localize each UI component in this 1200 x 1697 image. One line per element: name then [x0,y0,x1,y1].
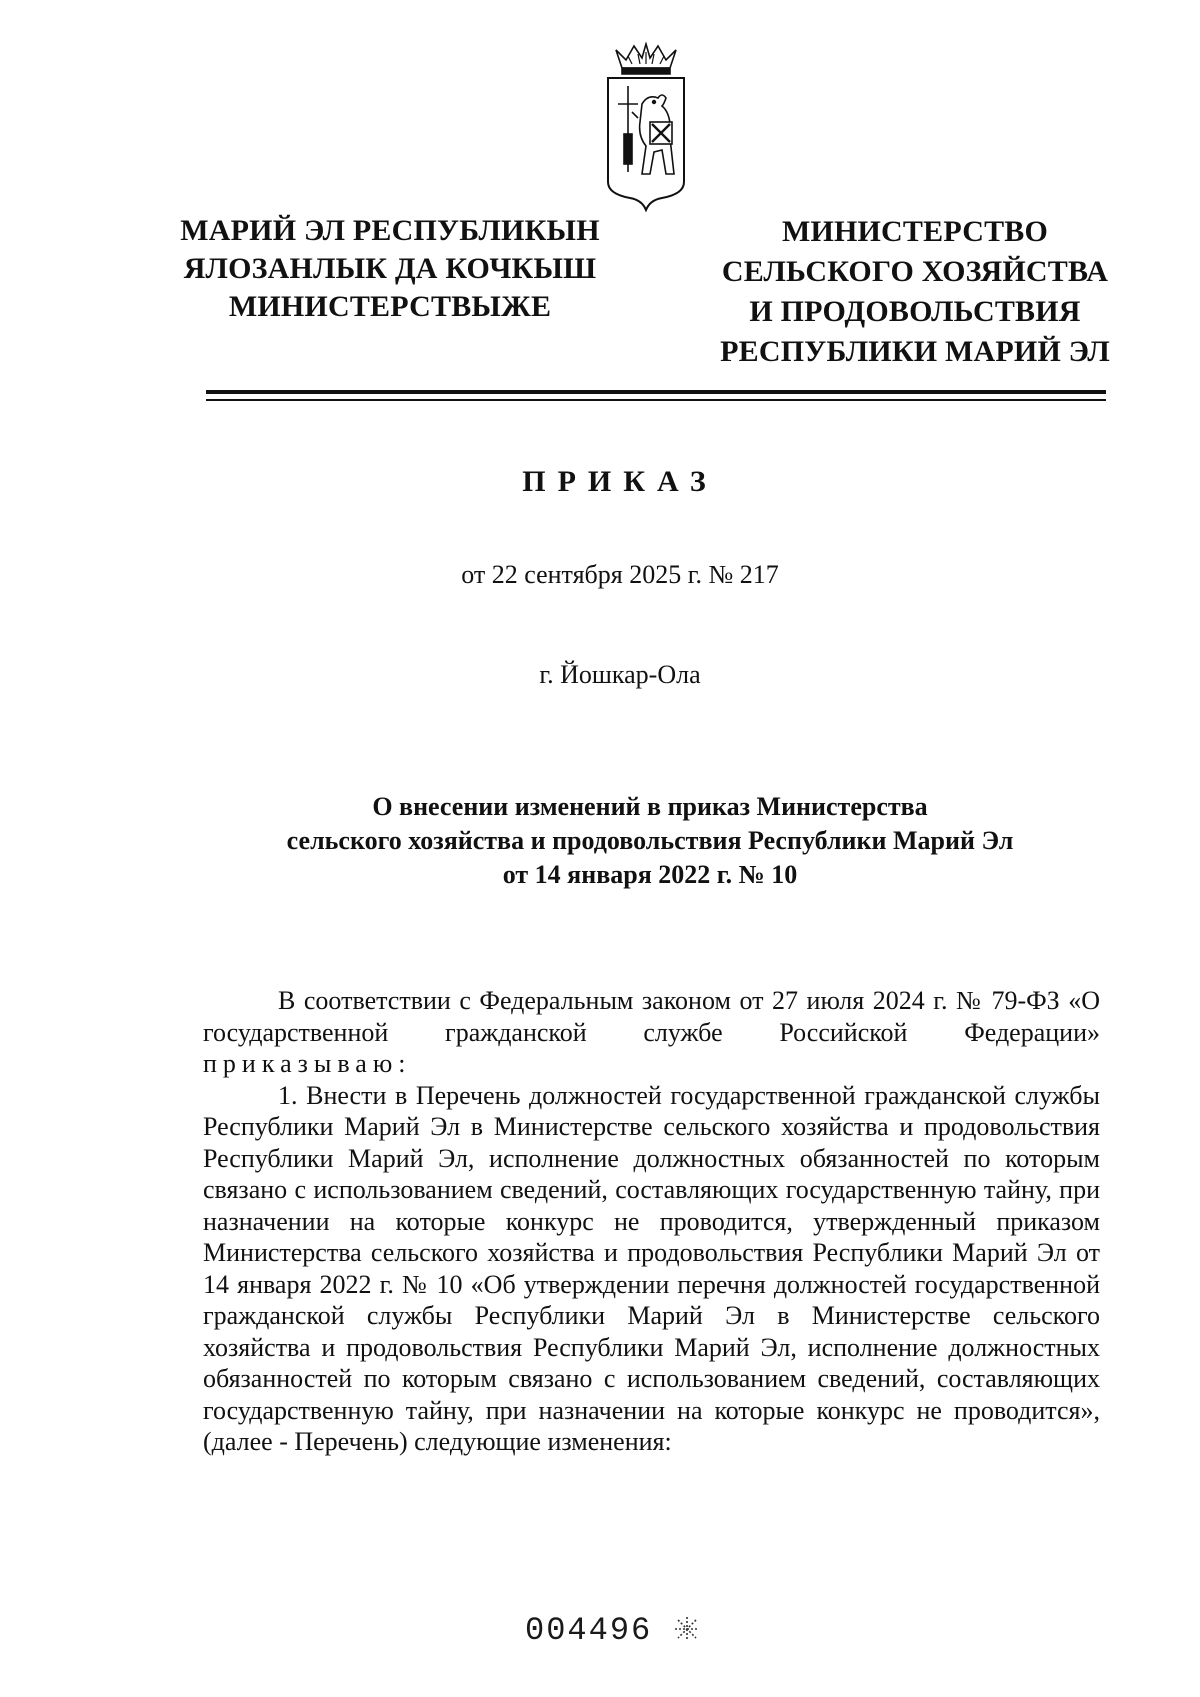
order-subject [200,790,1100,892]
subject-line: сельского хозяйства и продовольствия Республики Марий Эл [286,826,1014,855]
header-left-line: ЯЛОЗАНЛЫК ДА КОЧКЫШ [183,252,597,285]
subject-line: О внесении изменений в приказ Министерства [372,792,928,821]
header-ministry-title [700,212,1130,372]
header-marii-title [160,212,620,326]
bear-icon [632,95,674,174]
divider-thick-line [206,390,1106,394]
body-paragraph-item-1: 1. Внести в Перечень должностей государственной гражданской службы Республики Марий Эл в Министерстве сельского хозяйства и продовольствия Республики Марий Эл, исполнение должностных обязанностей по которым связано с использованием сведений, составляющих государственную тайну, при назначении на которые конкурс не проводится, утвержденный приказом Министерства сельского хозяйства и продовольствия Республики Марий Эл от 14 января 2022 г. № 10 «Об утверждении перечня должностей государственной гражданской службы Республики Марий Эл в Министерстве сельского хозяйства и продовольствия Республики Марий Эл, исполнение должностных обязанностей по которым связано с использованием сведений, составляющих государственную тайну, при назначении на которые конкурс не проводится», (далее - Перечень) следующие изменения: [203,1080,1100,1456]
coat-of-arms-emblem [602,42,690,212]
subject-line: от 14 января 2022 г. № 10 [502,860,798,889]
document-title: ПРИКАЗ [522,465,718,498]
crown-icon [616,44,676,74]
order-body [203,985,1100,1458]
header-right-line: МИНИСТЕРСТВО [781,215,1049,248]
order-date-number: от 22 сентября 2025 г. № 217 [461,560,779,589]
body-paragraph-preamble [203,985,1100,1080]
header-left-line: МИНИСТЕРСТВЫЖЕ [228,290,552,323]
divider-thin-line [206,399,1106,401]
header-divider [206,390,1106,404]
header-left-line: МАРИЙ ЭЛ РЕСПУБЛИКЫН [180,214,600,247]
stamp-star-icon [672,1614,702,1644]
order-city: г. Йошкар-Ола [539,660,701,689]
header-right-line: И ПРОДОВОЛЬСТВИЯ [749,295,1081,328]
serial-number-stamp: 004496 [525,1612,653,1649]
sword-icon [618,86,638,172]
header-right-line: РЕСПУБЛИКИ МАРИЙ ЭЛ [720,335,1110,368]
preamble-text: В соответствии с Федеральным законом от 27 июля 2024 г. № 79-ФЗ «О государственной гражданской службе Российской Федерации» [203,986,1100,1047]
header-right-line: СЕЛЬСКОГО ХОЗЯЙСТВА [721,255,1109,288]
order-verb: приказываю: [203,1049,412,1078]
